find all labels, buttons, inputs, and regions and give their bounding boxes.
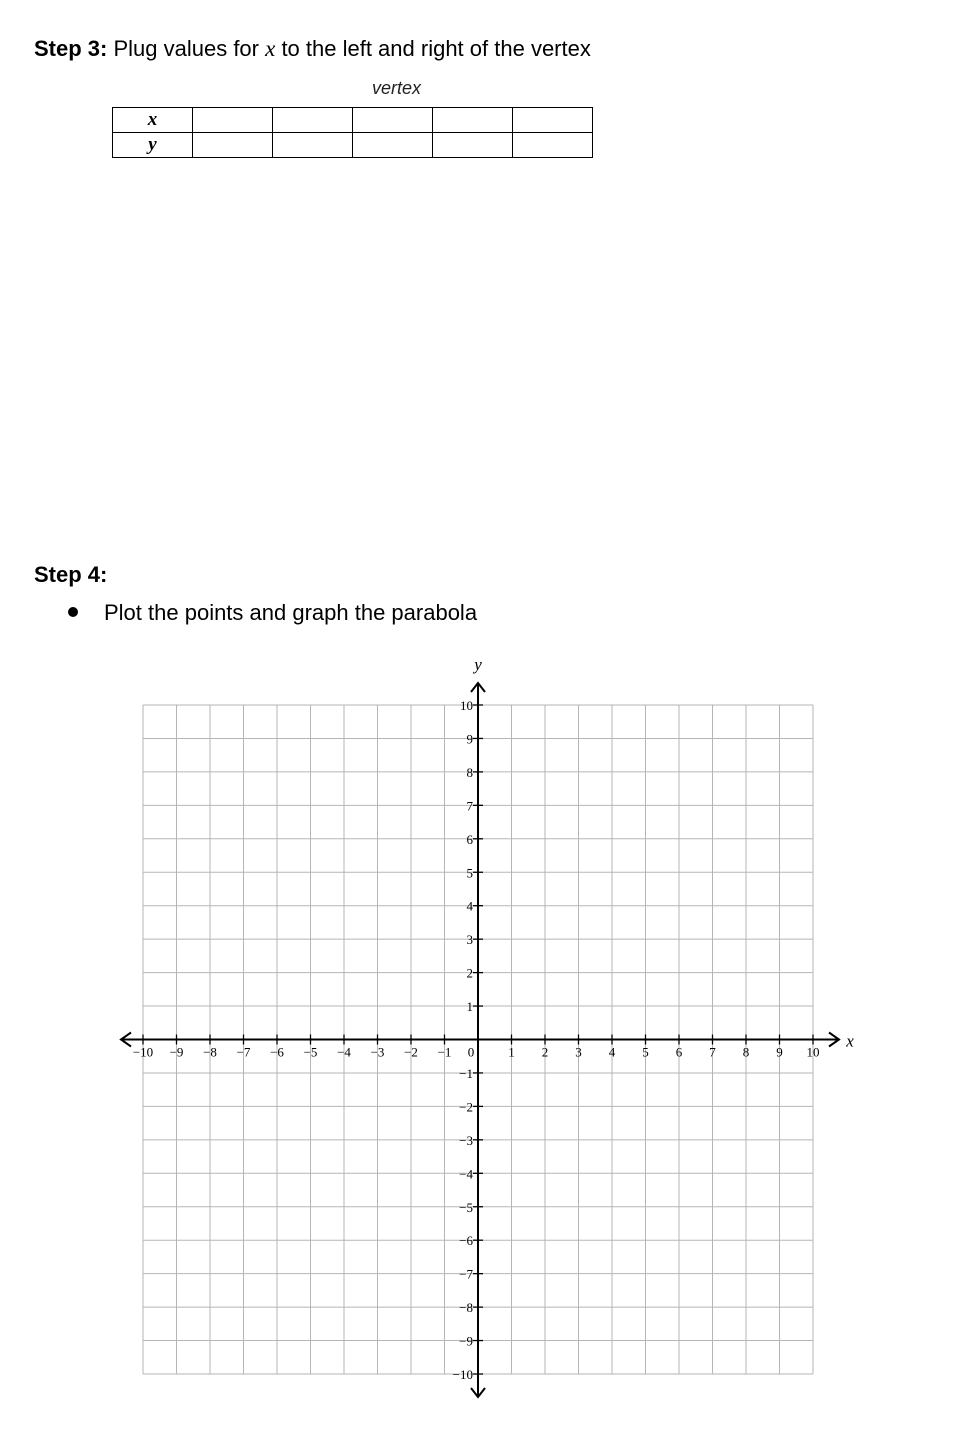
y-tick-label: −6 [459,1233,473,1249]
y-tick-label: 6 [466,831,473,847]
step3-text-before: Plug values for [107,36,266,61]
x-tick-label: 5 [642,1044,649,1060]
row-label-y: y [113,133,193,158]
step3-text-after: to the left and right of the vertex [275,36,591,61]
y-tick-label: 9 [466,731,473,747]
x-tick-label: −7 [236,1044,251,1060]
x-tick-label: 3 [575,1044,582,1060]
x-tick-label: −9 [169,1044,184,1060]
y-tick-label: 8 [466,764,473,780]
x-axis-label: x [846,1031,854,1051]
x-tick-label: −4 [337,1044,351,1060]
y-tick-label: −7 [459,1266,473,1282]
y-tick-label: 4 [466,898,473,914]
y-tick-label: −9 [459,1333,473,1349]
step3-label: Step 3: [34,36,108,61]
x-tick-label: −8 [203,1044,217,1060]
step3-variable: x [265,36,276,61]
x-tick-label: 7 [709,1044,716,1060]
vertex-label: vertex [372,78,422,98]
y-tick-label: −3 [459,1132,473,1148]
y-tick-label: −10 [452,1367,473,1382]
x-tick-label: 0 [467,1044,475,1060]
y-tick-label: 2 [466,965,473,981]
y-tick-label: −5 [459,1199,473,1215]
x-tick-label: −2 [404,1044,418,1060]
y-tick-label: −2 [459,1099,473,1115]
x-tick-label: −3 [370,1044,385,1060]
x-tick-label: 4 [608,1044,616,1060]
x-tick-label: −10 [132,1044,154,1060]
y-axis-label: y [474,655,482,674]
y-tick-label: 1 [466,999,473,1015]
x-tick-label: −6 [270,1044,284,1060]
x-tick-label: 2 [541,1044,549,1060]
y-tick-label: −4 [459,1166,473,1182]
y-tick-label: 7 [466,798,473,814]
x-tick-label: 1 [508,1044,515,1060]
step4-label: Step 4: [34,562,108,587]
x-tick-label: 9 [776,1044,783,1060]
x-tick-label: 6 [675,1044,683,1060]
x-tick-label: 10 [806,1044,820,1060]
row-label-x: x [113,108,193,133]
x-tick-label: 8 [742,1044,750,1060]
step4-bullet-text: Plot the points and graph the parabola [104,600,478,625]
y-tick-label: 5 [466,865,473,881]
y-tick-label: 3 [466,932,473,948]
y-tick-label: 10 [460,698,473,713]
y-tick-label: −8 [459,1300,473,1316]
x-tick-label: −5 [303,1044,318,1060]
x-tick-label: −1 [437,1044,452,1060]
y-tick-label: −1 [459,1065,473,1081]
